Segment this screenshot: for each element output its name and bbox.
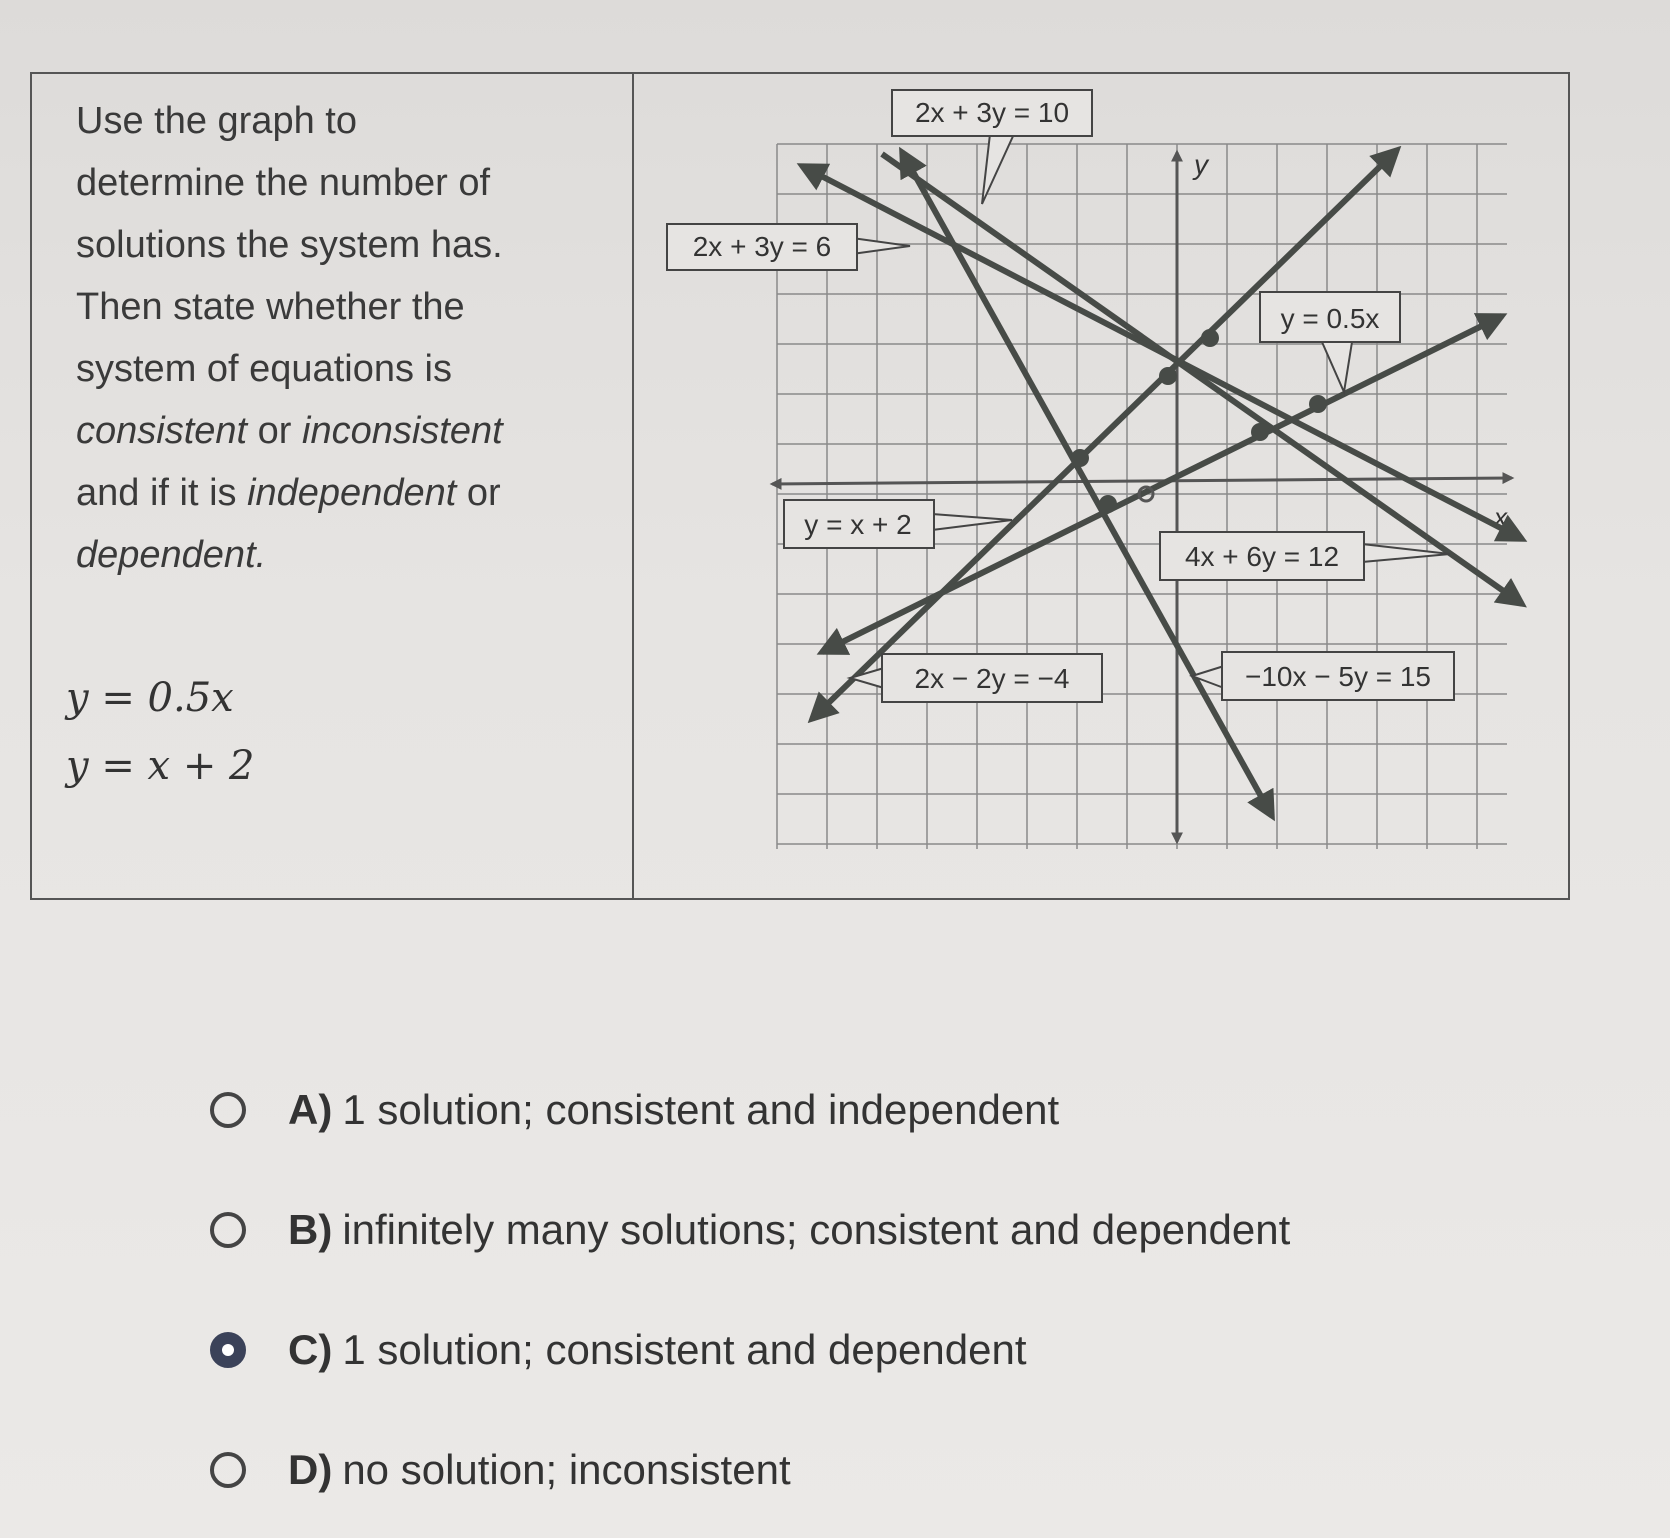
choice-a[interactable] (210, 1050, 1290, 1170)
radio-button[interactable] (210, 1212, 246, 1248)
choice-text: 1 solution; consistent and independent (342, 1086, 1060, 1133)
choice-d[interactable] (210, 1410, 1290, 1530)
equation-2: y = x + 2 (66, 743, 255, 789)
label-2x-3y-6 (667, 224, 910, 270)
answer-choices (210, 1050, 1290, 1530)
intersection-point (1159, 367, 1177, 385)
coordinate-graph (32, 74, 1568, 898)
line-y-x-2 (812, 150, 1397, 719)
radio-button[interactable] (210, 1092, 246, 1128)
y-axis-label: y (1194, 149, 1208, 180)
prompt-or: or (456, 472, 501, 514)
prompt-line: Then state whether the (76, 286, 465, 328)
equation-1: y = 0.5x (66, 675, 234, 721)
line-10x-5y-15 (902, 152, 1272, 816)
term-inconsistent: inconsistent (302, 410, 503, 452)
label-text: 2x + 3y = 10 (914, 97, 1070, 128)
prompt-line: system of equations is (76, 348, 452, 390)
prompt-and: and if it is (76, 472, 248, 514)
term-consistent: consistent (76, 410, 248, 452)
choice-text: no solution; inconsistent (342, 1446, 791, 1493)
radio-button[interactable] (210, 1452, 246, 1488)
label-neg10x-5y-15 (1192, 652, 1454, 700)
radio-dot (222, 1344, 234, 1356)
choice-label (288, 1326, 1027, 1374)
label-text: 2x − 2y = −4 (914, 663, 1070, 694)
label-text: 2x + 3y = 6 (692, 231, 832, 262)
choice-label (288, 1086, 1059, 1134)
prompt-line: determine the number of (76, 162, 491, 204)
prompt-line: Use the graph to (76, 100, 357, 142)
label-text: y = x + 2 (804, 509, 912, 540)
intersection-point (1071, 449, 1089, 467)
choice-text: infinitely many solutions; consistent and dependent (342, 1206, 1291, 1253)
label-text: 4x + 6y = 12 (1184, 541, 1340, 572)
choice-c[interactable] (210, 1290, 1290, 1410)
prompt-or: or (247, 410, 302, 452)
prompt-line: solutions the system has. (76, 224, 503, 266)
label-y-x-2 (784, 500, 1012, 548)
choice-letter: A) (288, 1086, 333, 1133)
choice-letter: D) (288, 1446, 333, 1493)
label-4x-6y-12 (1160, 532, 1450, 580)
intersection-point (1309, 395, 1327, 413)
choice-label (288, 1206, 1290, 1254)
intersection-point (1251, 423, 1269, 441)
radio-button-selected[interactable] (210, 1332, 246, 1368)
intersection-point (1201, 329, 1219, 347)
label-text: y = 0.5x (1280, 303, 1380, 334)
label-2x-2y-neg4 (850, 654, 1102, 702)
question-panel (30, 72, 1570, 900)
choice-letter: B) (288, 1206, 333, 1253)
intersection-point (1099, 495, 1117, 513)
choice-b[interactable] (210, 1170, 1290, 1290)
choice-text: 1 solution; consistent and dependent (342, 1326, 1027, 1373)
term-dependent: dependent. (76, 534, 267, 576)
x-axis-label: x (1494, 502, 1507, 532)
term-independent: independent (247, 472, 457, 514)
choice-label (288, 1446, 791, 1494)
label-text: −10x − 5y = 15 (1244, 661, 1432, 692)
choice-letter: C) (288, 1326, 333, 1373)
